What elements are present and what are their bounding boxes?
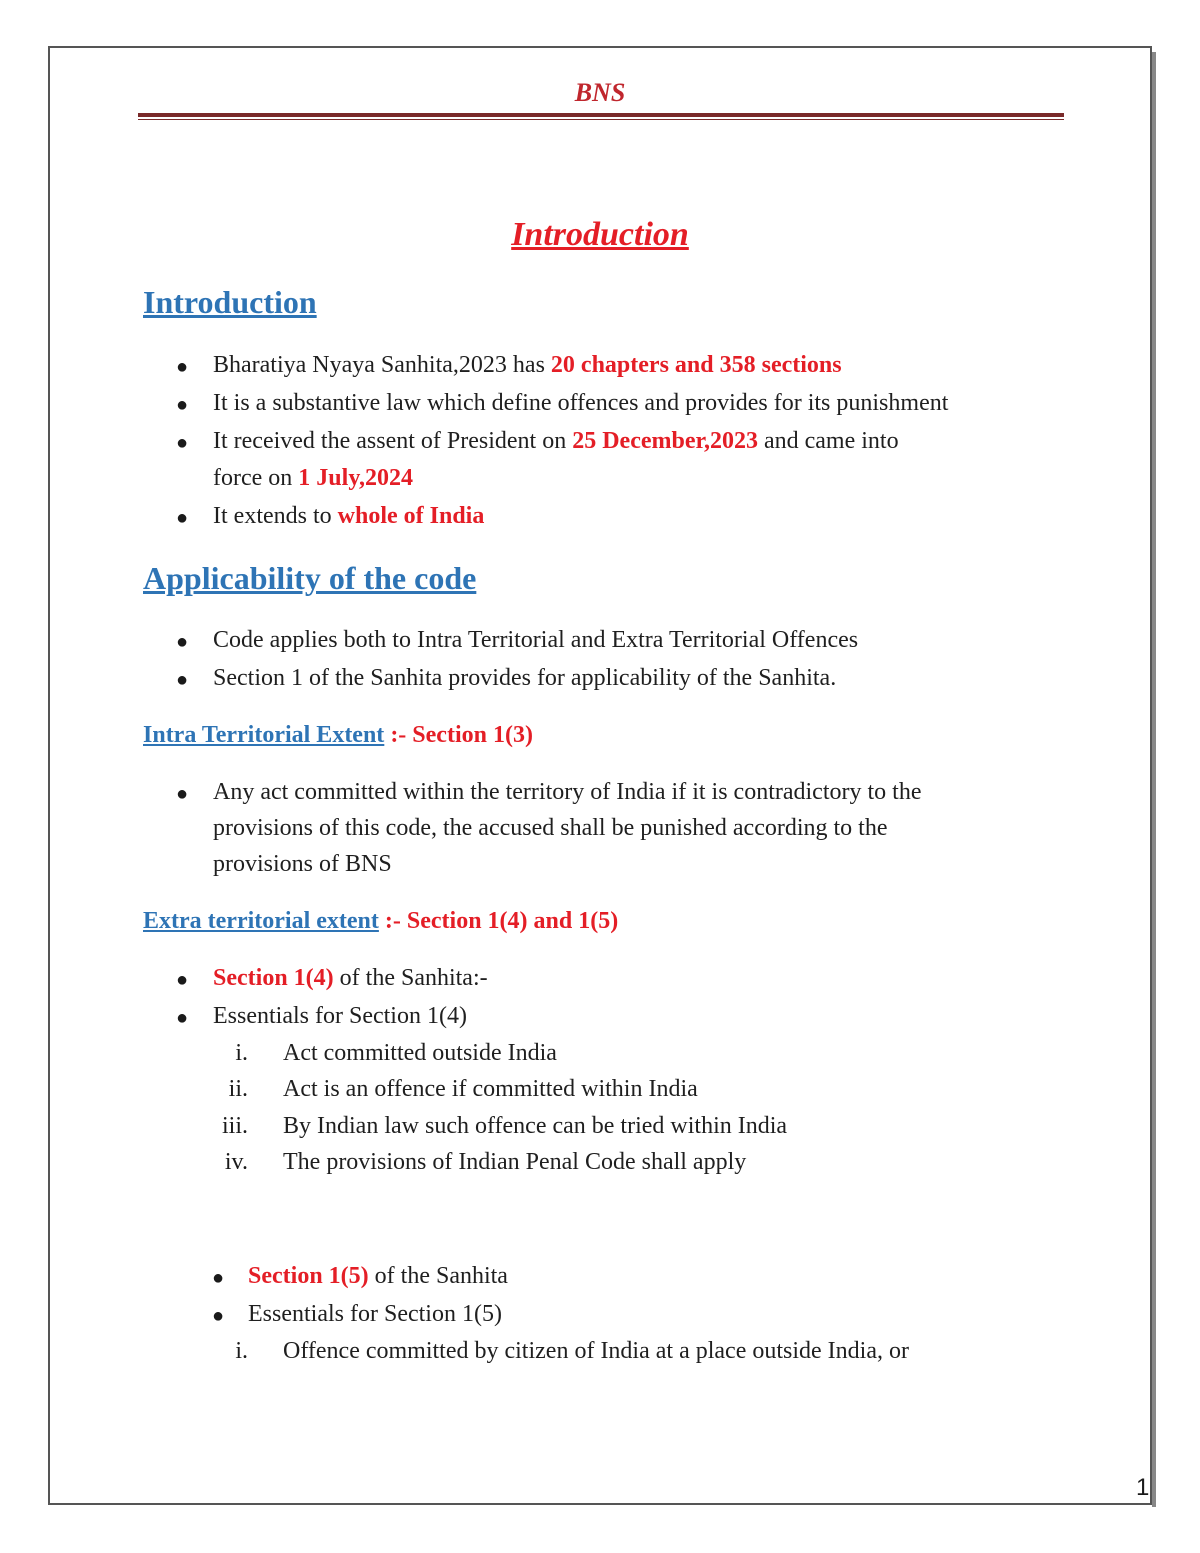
intro-b1-highlight: 20 chapters and 358 sections bbox=[550, 352, 842, 378]
applicability-bullet-2: Section 1 of the Sanhita provides for applicability of the Sanhita. bbox=[213, 665, 837, 691]
intro-bullet-2: It is a substantive law which define offences and provides for its punishment bbox=[213, 390, 949, 416]
bullet-icon: ● bbox=[176, 631, 189, 653]
list-number: iv. bbox=[224, 1149, 248, 1175]
intra-heading-section: :- Section 1(3) bbox=[384, 722, 533, 748]
list-item: Offence committed by citizen of India at a place outside India, or bbox=[283, 1338, 909, 1364]
intro-b3-mid: and came into bbox=[757, 428, 899, 454]
extra-s5-essentials: Essentials for Section 1(5) bbox=[248, 1301, 502, 1327]
header-rule-thin bbox=[138, 119, 1064, 120]
intro-bullet-3 bbox=[213, 428, 899, 455]
list-item: The provisions of Indian Penal Code shall apply bbox=[283, 1149, 747, 1175]
intra-heading-label: Intra Territorial Extent bbox=[143, 722, 385, 748]
intro-b3-line2-text: force on bbox=[213, 465, 299, 491]
intro-bullet-3-line2 bbox=[213, 465, 413, 492]
extra-s4-text: of the Sanhita:- bbox=[333, 965, 488, 991]
bullet-icon: ● bbox=[176, 969, 189, 991]
intra-line-2: provisions of this code, the accused shall be punished according to the bbox=[213, 815, 888, 841]
applicability-bullet-1: Code applies both to Intra Territorial and Extra Territorial Offences bbox=[213, 627, 859, 653]
extra-heading bbox=[143, 908, 618, 935]
page-number: 1 bbox=[1136, 1474, 1150, 1501]
bullet-icon: ● bbox=[176, 432, 189, 454]
bullet-icon: ● bbox=[176, 783, 189, 805]
intro-b3-text: It received the assent of President on bbox=[213, 428, 573, 454]
extra-heading-label: Extra territorial extent bbox=[143, 908, 379, 934]
intra-line-1: Any act committed within the territory of India if it is contradictory to the bbox=[213, 779, 922, 805]
bullet-icon: ● bbox=[212, 1305, 225, 1327]
intro-b3-date2: 1 July,2024 bbox=[298, 465, 413, 491]
bullet-icon: ● bbox=[212, 1267, 225, 1289]
header-rule bbox=[138, 113, 1064, 117]
bullet-icon: ● bbox=[176, 356, 189, 378]
bullet-icon: ● bbox=[176, 507, 189, 529]
applicability-heading: Applicability of the code bbox=[143, 560, 477, 596]
list-number: i. bbox=[235, 1040, 248, 1066]
list-number: ii. bbox=[228, 1076, 248, 1102]
list-number: i. bbox=[235, 1338, 248, 1364]
list-number: iii. bbox=[221, 1113, 248, 1139]
bullet-icon: ● bbox=[176, 669, 189, 691]
intra-heading bbox=[143, 722, 533, 749]
intro-heading: Introduction bbox=[143, 284, 317, 320]
bullet-icon: ● bbox=[176, 394, 189, 416]
page-title: Introduction bbox=[511, 216, 689, 253]
bullet-icon: ● bbox=[176, 1007, 189, 1029]
intro-bullet-1 bbox=[213, 352, 842, 379]
intro-b4-highlight: whole of India bbox=[337, 503, 485, 529]
extra-s4-essentials: Essentials for Section 1(4) bbox=[213, 1003, 467, 1029]
extra-s5-section: Section 1(5) bbox=[248, 1263, 369, 1289]
extra-s4-bullet bbox=[213, 965, 488, 992]
extra-s5-bullet bbox=[248, 1263, 508, 1290]
extra-s5-text: of the Sanhita bbox=[368, 1263, 508, 1289]
intra-line-3: provisions of BNS bbox=[213, 851, 392, 877]
header-title: BNS bbox=[574, 78, 626, 107]
intro-b3-date: 25 December,2023 bbox=[572, 428, 758, 454]
list-item: By Indian law such offence can be tried within India bbox=[283, 1113, 788, 1139]
list-item: Act committed outside India bbox=[283, 1040, 557, 1066]
list-item: Act is an offence if committed within India bbox=[283, 1076, 698, 1102]
extra-s4-section: Section 1(4) bbox=[213, 965, 334, 991]
intro-bullet-4 bbox=[213, 503, 484, 530]
intro-b1-text: Bharatiya Nyaya Sanhita,2023 has bbox=[213, 352, 551, 378]
intro-b4-text: It extends to bbox=[213, 503, 338, 529]
extra-heading-section: :- Section 1(4) and 1(5) bbox=[378, 908, 619, 934]
